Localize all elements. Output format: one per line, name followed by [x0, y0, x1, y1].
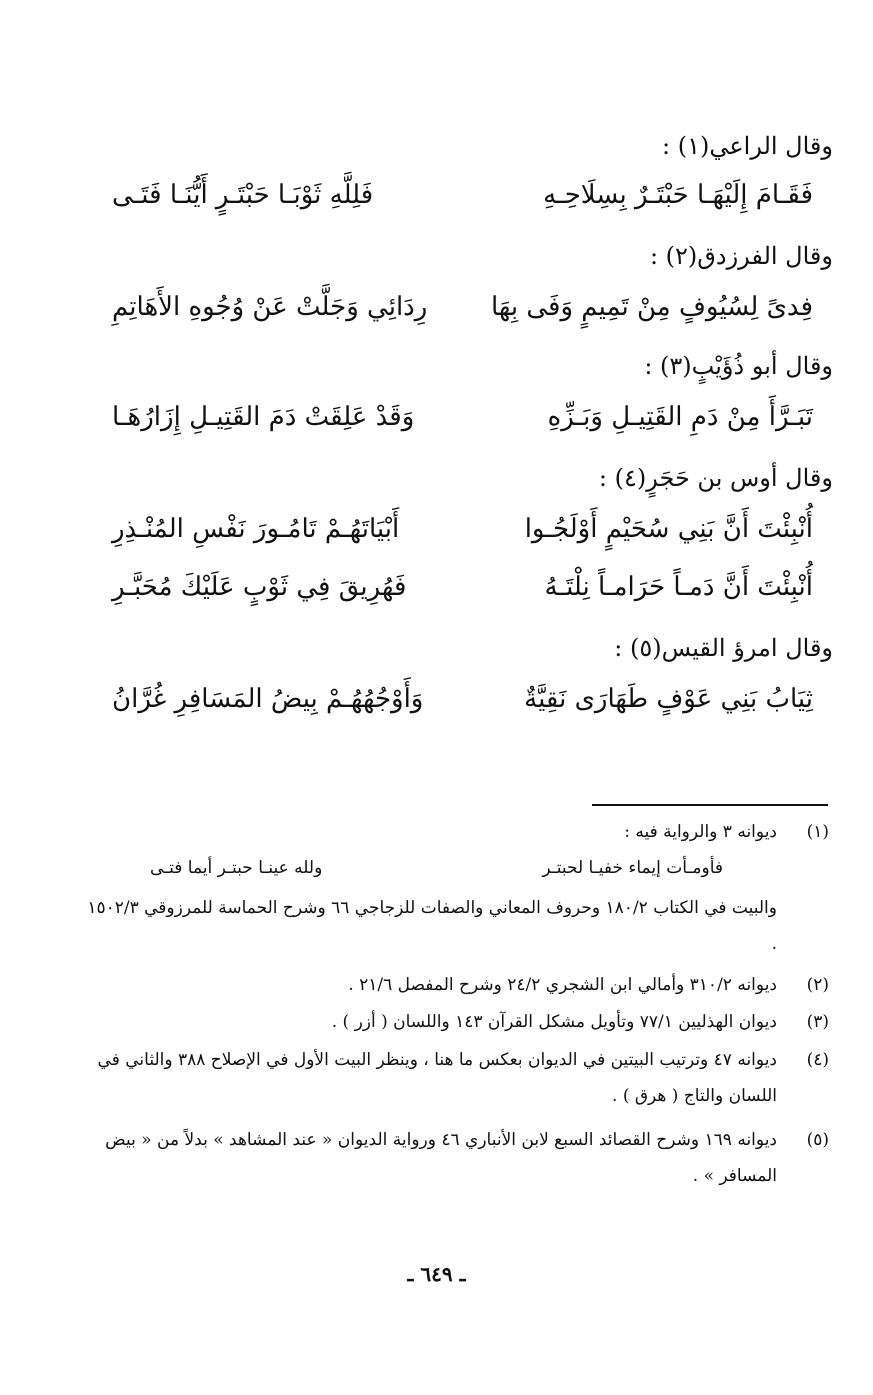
verse-second-hemistich: فَهُرِيقَ فِي ثَوْبٍ عَلَيْكَ مُحَبَّـرِ [112, 572, 407, 602]
footnote-text: والبيت في الكتاب ١٨٠/٢ وحروف المعاني والصفات للزجاجي ٦٦ وشرح الحماسة للمرزوقي ١٥٠٢/٣ . [87, 898, 777, 954]
footnote-text: ديوانه ٣١٠/٢ وأمالي ابن الشجري ٢٤/٢ وشرح المفصل ٢١/٦ . [348, 975, 777, 995]
footnote-verse-second: ولله عينـا حبتـر أيما فتـى [150, 858, 323, 878]
verse-first-hemistich: ثِيَابُ بَنِي عَوْفٍ طَهَارَى نَقِيَّةٌ [524, 684, 813, 714]
footnote-number: (٤) [806, 1050, 829, 1070]
footnote-text: ديوانه ١٦٩ وشرح القصائد السبع لابن الأنباري ٤٦ ورواية الديوان « عند المشاهد » بدلاً من « بيض المسافر » . [105, 1130, 777, 1186]
footnote-verse-first: فأومـأت إيماء خفيـا لحبتـر [542, 858, 723, 878]
poem-intro: وقال الفرزدق(٢) : [649, 242, 833, 270]
verse-first-hemistich: أُنْبِئْتَ أَنَّ دَمـاً حَرَامـاً نِلْتَـهُ [544, 572, 813, 602]
footnote-text: ديوانه ٤٧ وترتيب البيتين في الديوان بعكس ما هنا ، وينظر البيت الأول في الإصلاح ٣٨٨ والثاني في اللسان والتاج ( هرق ) . [97, 1050, 777, 1106]
footnote-number: (٥) [806, 1130, 829, 1150]
verse-second-hemistich: وَأَوْجُهُهُـمْ بِيضُ المَسَافِرِ غُرَّانُ [112, 684, 424, 714]
footnote-text: ديوانه ٣ والرواية فيه : [624, 822, 777, 842]
footnote-separator [592, 804, 828, 806]
poem-intro: وقال أبو ذُؤَيْبٍ(٣) : [644, 352, 833, 380]
poem-intro: وقال أوس بن حَجَرٍ(٤) : [598, 464, 833, 492]
verse-second-hemistich: فَلِلَّهِ ثَوْبَـا حَبْتَـرٍ أَيُّنَـا فَتَـى [112, 180, 374, 210]
verse-first-hemistich: أُنْبِئْتَ أَنَّ بَنِي سُحَيْمٍ أَوْلَجُـوا [524, 514, 813, 544]
verse-first-hemistich: تَبَـرَّأَ مِنْ دَمِ القَتِيـلِ وَبَـزِّهِ [547, 402, 813, 432]
page-number: ـ ٦٤٩ ـ [407, 1262, 466, 1286]
footnote-number: (١) [806, 822, 829, 842]
poem-intro: وقال امرؤ القيس(٥) : [614, 634, 833, 662]
poem-intro: وقال الراعي(١) : [662, 132, 833, 160]
footnote-text: ديوان الهذليين ٧٧/١ وتأويل مشكل القرآن ١٤٣ واللسان ( أزر ) . [331, 1012, 777, 1032]
verse-second-hemistich: رِدَائِي وَجَلَّتْ عَنْ وُجُوهِ الأَهَاتِمِ [112, 292, 428, 322]
verse-second-hemistich: أَبْيَاتَهُـمْ تَامُـورَ نَفْسِ المُنْـذِرِ [112, 514, 400, 544]
verse-first-hemistich: فِدىً لِسُيُوفٍ مِنْ تَمِيمٍ وَفَى بِهَا [490, 292, 813, 322]
verse-first-hemistich: فَقَـامَ إِلَيْهَـا حَبْتَـرٌ بِسِلَاحِـهِ [543, 180, 813, 210]
footnote-number: (٢) [806, 975, 829, 995]
verse-second-hemistich: وَقَدْ عَلِقَتْ دَمَ القَتِيـلِ إِزَارُهَـا [112, 402, 415, 432]
footnote-number: (٣) [806, 1012, 829, 1032]
